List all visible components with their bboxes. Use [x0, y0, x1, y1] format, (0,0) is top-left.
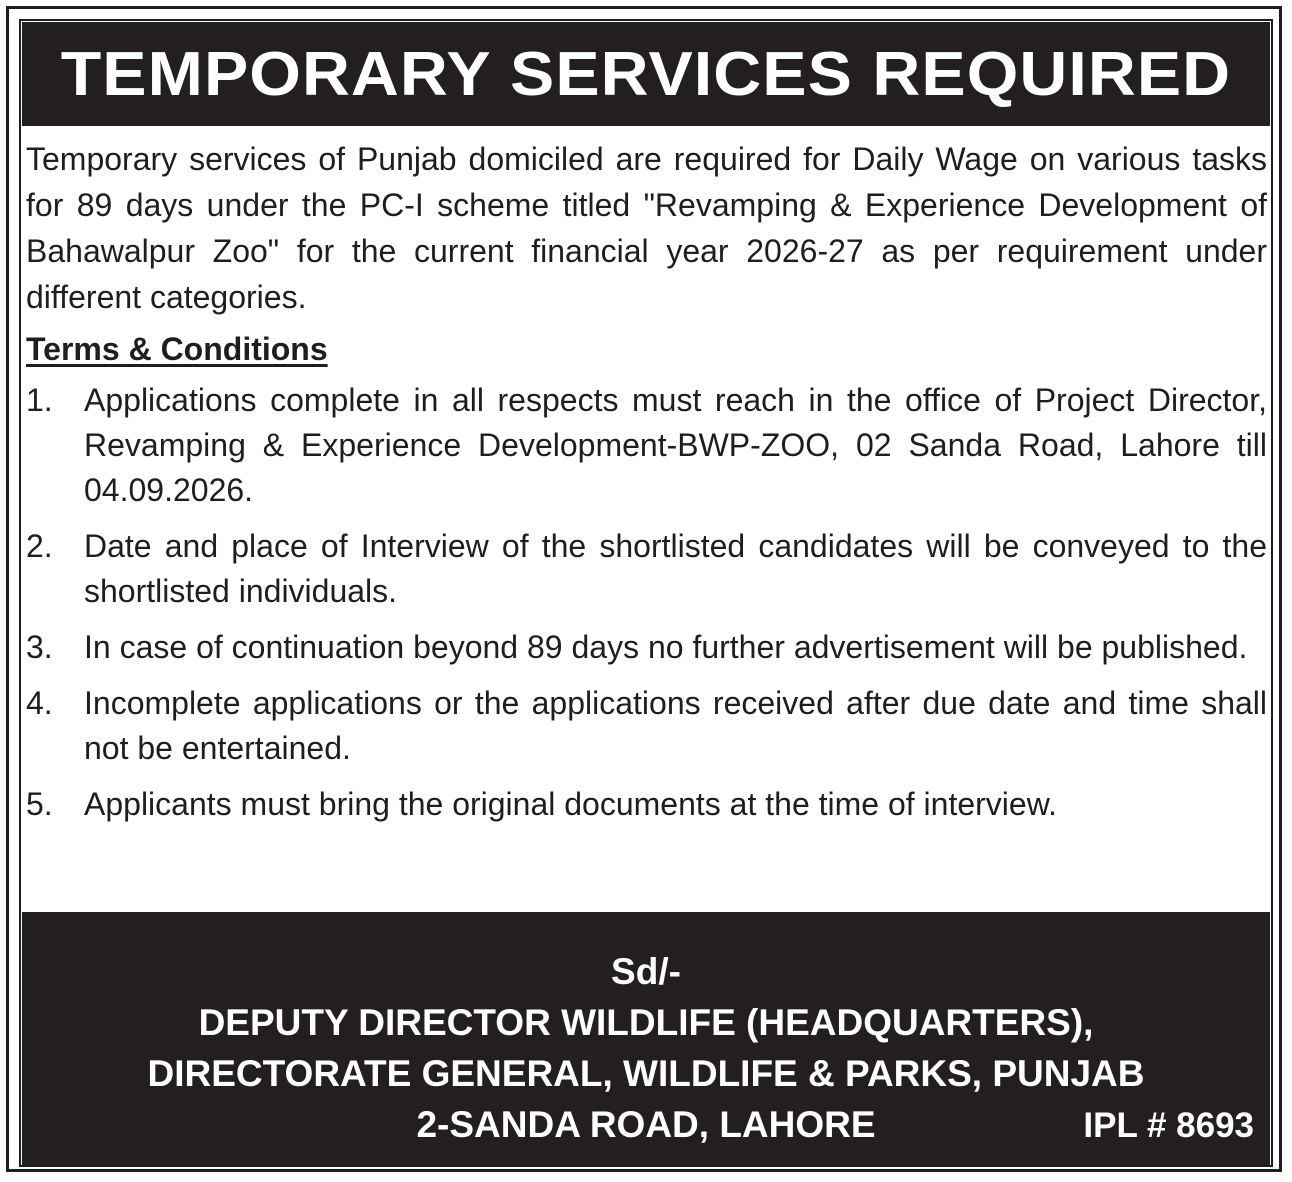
signatory-department: DIRECTORATE GENERAL, WILDLIFE & PARKS, PUNJAB [147, 1053, 1145, 1094]
title-banner [22, 22, 1270, 126]
terms-item-text: Applicants must bring the original documents at the time of interview. [84, 786, 1057, 822]
terms-item-number: 2. [26, 528, 53, 564]
terms-item [26, 782, 1267, 827]
terms-item [26, 524, 1267, 614]
ipl-number: IPL # 8693 [1083, 1106, 1254, 1145]
advertisement-body [26, 136, 1267, 838]
terms-item-number: 3. [26, 629, 53, 665]
terms-item-number: 1. [26, 382, 53, 418]
page-title: TEMPORARY SERVICES REQUIRED [60, 39, 1232, 109]
terms-item-text: In case of continuation beyond 89 days no further advertisement will be published. [84, 629, 1248, 665]
intro-paragraph: Temporary services of Punjab domiciled are required for Daily Wage on various tasks for 89 days under the PC-I scheme titled "Revamping & Experience Development of Bahawalpur Zoo" for the current financial year 2026-27 as per requirement under different categories. [26, 141, 1267, 315]
signature-mark: Sd/- [611, 951, 681, 992]
terms-item [26, 625, 1267, 670]
terms-item-number: 5. [26, 786, 53, 822]
signatory-title: DEPUTY DIRECTOR WILDLIFE (HEADQUARTERS), [198, 1002, 1094, 1043]
signatory-address: 2-SANDA ROAD, LAHORE [416, 1104, 876, 1145]
terms-heading: Terms & Conditions [26, 331, 328, 367]
terms-item-text: Date and place of Interview of the shortlisted candidates will be conveyed to the shortlisted individuals. [84, 528, 1267, 609]
terms-item-text: Incomplete applications or the applications received after due date and time shall not be entertained. [84, 685, 1267, 766]
terms-list [26, 378, 1267, 827]
terms-item [26, 681, 1267, 771]
terms-item [26, 378, 1267, 513]
signature-banner [22, 912, 1270, 1166]
terms-item-text: Applications complete in all respects must reach in the office of Project Director, Revamping & Experience Development-BWP-ZOO, 02 Sanda Road, Lahore till 04.09.2026. [84, 382, 1267, 508]
terms-item-number: 4. [26, 685, 53, 721]
